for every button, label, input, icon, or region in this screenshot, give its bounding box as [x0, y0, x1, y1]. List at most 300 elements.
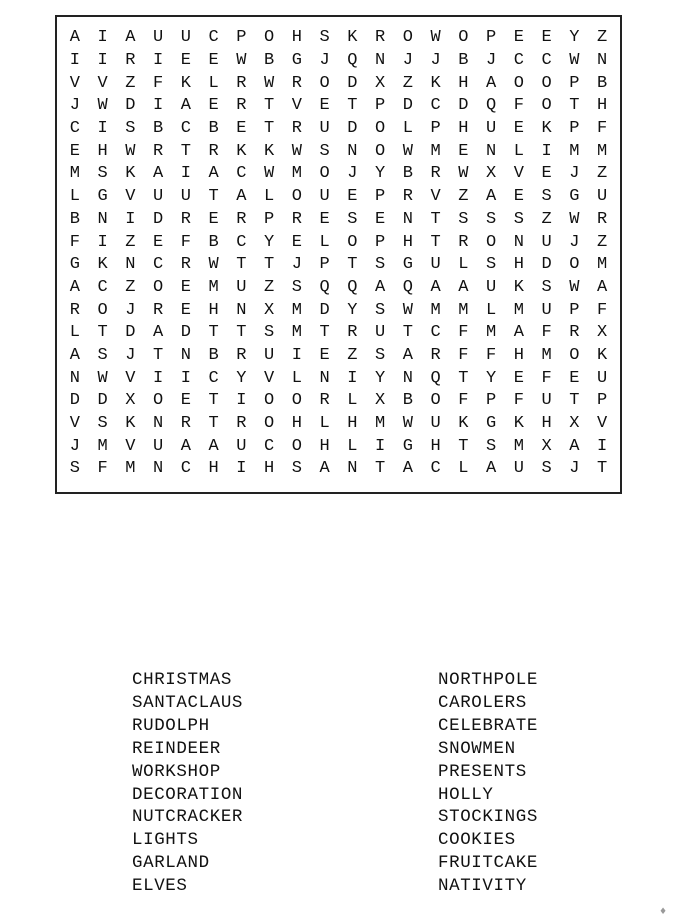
grid-letter[interactable]: Y	[375, 368, 386, 388]
grid-letter[interactable]: L	[291, 368, 302, 388]
grid-letter[interactable]: T	[347, 96, 358, 116]
grid-letter[interactable]: S	[319, 141, 330, 161]
grid-letter[interactable]: P	[486, 391, 497, 411]
grid-letter[interactable]: H	[97, 141, 108, 161]
grid-letter[interactable]: J	[319, 51, 330, 71]
grid-letter[interactable]: V	[513, 164, 524, 184]
grid-letter[interactable]: W	[569, 51, 580, 71]
grid-letter[interactable]: W	[208, 255, 219, 275]
grid-letter[interactable]: E	[541, 28, 552, 48]
grid-letter[interactable]: R	[69, 300, 80, 320]
grid-letter[interactable]: R	[347, 323, 358, 343]
grid-letter[interactable]: M	[125, 459, 136, 479]
grid-letter[interactable]: A	[430, 277, 441, 297]
grid-letter[interactable]: M	[291, 323, 302, 343]
grid-letter[interactable]: B	[402, 164, 413, 184]
grid-letter[interactable]: W	[569, 277, 580, 297]
grid-letter[interactable]: F	[513, 96, 524, 116]
grid-letter[interactable]: R	[180, 255, 191, 275]
grid-letter[interactable]: Z	[597, 164, 608, 184]
grid-letter[interactable]: F	[597, 119, 608, 139]
grid-letter[interactable]: R	[236, 209, 247, 229]
grid-letter[interactable]: C	[264, 436, 275, 456]
grid-letter[interactable]: K	[597, 345, 608, 365]
grid-letter[interactable]: K	[430, 73, 441, 93]
grid-letter[interactable]: K	[180, 73, 191, 93]
grid-letter[interactable]: S	[513, 209, 524, 229]
grid-letter[interactable]: H	[208, 300, 219, 320]
grid-letter[interactable]: G	[69, 255, 80, 275]
grid-letter[interactable]: V	[430, 187, 441, 207]
grid-letter[interactable]: C	[541, 51, 552, 71]
grid-letter[interactable]: P	[569, 300, 580, 320]
grid-letter[interactable]: F	[69, 232, 80, 252]
grid-letter[interactable]: A	[486, 73, 497, 93]
grid-letter[interactable]: D	[319, 300, 330, 320]
grid-letter[interactable]: U	[319, 119, 330, 139]
grid-letter[interactable]: R	[236, 96, 247, 116]
grid-letter[interactable]: O	[458, 28, 469, 48]
grid-letter[interactable]: B	[458, 51, 469, 71]
grid-letter[interactable]: O	[153, 277, 164, 297]
grid-letter[interactable]: J	[569, 232, 580, 252]
grid-letter[interactable]: H	[458, 73, 469, 93]
grid-letter[interactable]: W	[291, 141, 302, 161]
grid-letter[interactable]: M	[291, 164, 302, 184]
grid-letter[interactable]: P	[569, 73, 580, 93]
grid-letter[interactable]: K	[125, 414, 136, 434]
grid-letter[interactable]: Z	[541, 209, 552, 229]
grid-letter[interactable]: U	[264, 345, 275, 365]
grid-letter[interactable]: W	[236, 51, 247, 71]
grid-letter[interactable]: L	[402, 119, 413, 139]
grid-letter[interactable]: U	[319, 187, 330, 207]
grid-letter[interactable]: Z	[597, 232, 608, 252]
grid-letter[interactable]: T	[375, 459, 386, 479]
grid-letter[interactable]: O	[402, 28, 413, 48]
grid-letter[interactable]: T	[430, 232, 441, 252]
grid-letter[interactable]: U	[541, 300, 552, 320]
grid-letter[interactable]: W	[402, 300, 413, 320]
grid-letter[interactable]: X	[486, 164, 497, 184]
grid-letter[interactable]: G	[486, 414, 497, 434]
grid-letter[interactable]: A	[319, 459, 330, 479]
grid-letter[interactable]: W	[97, 368, 108, 388]
grid-letter[interactable]: D	[153, 209, 164, 229]
grid-letter[interactable]: A	[69, 277, 80, 297]
grid-letter[interactable]: E	[513, 119, 524, 139]
grid-letter[interactable]: Y	[264, 232, 275, 252]
grid-letter[interactable]: M	[430, 300, 441, 320]
grid-letter[interactable]: B	[208, 345, 219, 365]
grid-letter[interactable]: W	[264, 164, 275, 184]
grid-letter[interactable]: A	[569, 436, 580, 456]
grid-letter[interactable]: E	[180, 51, 191, 71]
grid-letter[interactable]: O	[486, 232, 497, 252]
grid-letter[interactable]: I	[69, 51, 80, 71]
grid-letter[interactable]: T	[458, 436, 469, 456]
grid-letter[interactable]: R	[236, 73, 247, 93]
grid-letter[interactable]: J	[69, 436, 80, 456]
grid-letter[interactable]: M	[569, 141, 580, 161]
grid-letter[interactable]: K	[513, 414, 524, 434]
grid-letter[interactable]: M	[97, 436, 108, 456]
grid-letter[interactable]: L	[319, 414, 330, 434]
grid-letter[interactable]: E	[569, 368, 580, 388]
grid-letter[interactable]: R	[375, 28, 386, 48]
grid-letter[interactable]: K	[264, 141, 275, 161]
grid-letter[interactable]: U	[153, 28, 164, 48]
grid-letter[interactable]: J	[430, 51, 441, 71]
grid-letter[interactable]: P	[319, 255, 330, 275]
grid-letter[interactable]: C	[430, 323, 441, 343]
grid-letter[interactable]: E	[319, 345, 330, 365]
grid-letter[interactable]: Z	[125, 232, 136, 252]
grid-letter[interactable]: E	[319, 96, 330, 116]
grid-letter[interactable]: V	[125, 368, 136, 388]
grid-letter[interactable]: O	[513, 73, 524, 93]
grid-letter[interactable]: G	[291, 51, 302, 71]
grid-letter[interactable]: P	[486, 28, 497, 48]
grid-letter[interactable]: B	[264, 51, 275, 71]
grid-letter[interactable]: T	[319, 323, 330, 343]
grid-letter[interactable]: N	[486, 141, 497, 161]
grid-letter[interactable]: I	[347, 368, 358, 388]
grid-letter[interactable]: T	[430, 209, 441, 229]
grid-letter[interactable]: O	[569, 345, 580, 365]
grid-letter[interactable]: C	[180, 119, 191, 139]
grid-letter[interactable]: C	[430, 96, 441, 116]
grid-letter[interactable]: X	[597, 323, 608, 343]
grid-letter[interactable]: I	[180, 368, 191, 388]
grid-letter[interactable]: D	[125, 96, 136, 116]
grid-letter[interactable]: D	[69, 391, 80, 411]
grid-letter[interactable]: L	[319, 232, 330, 252]
grid-letter[interactable]: P	[375, 232, 386, 252]
grid-letter[interactable]: F	[513, 391, 524, 411]
grid-letter[interactable]: O	[291, 436, 302, 456]
grid-letter[interactable]: G	[402, 255, 413, 275]
grid-letter[interactable]: N	[180, 345, 191, 365]
grid-letter[interactable]: O	[264, 28, 275, 48]
grid-letter[interactable]: U	[236, 277, 247, 297]
grid-letter[interactable]: G	[402, 436, 413, 456]
grid-letter[interactable]: V	[264, 368, 275, 388]
grid-letter[interactable]: E	[541, 164, 552, 184]
grid-letter[interactable]: A	[402, 345, 413, 365]
grid-letter[interactable]: R	[153, 300, 164, 320]
grid-letter[interactable]: J	[569, 164, 580, 184]
grid-letter[interactable]: R	[180, 414, 191, 434]
grid-letter[interactable]: Z	[347, 345, 358, 365]
grid-letter[interactable]: Z	[597, 28, 608, 48]
grid-letter[interactable]: R	[458, 232, 469, 252]
grid-letter[interactable]: A	[513, 323, 524, 343]
grid-letter[interactable]: V	[97, 73, 108, 93]
grid-letter[interactable]: I	[597, 436, 608, 456]
grid-letter[interactable]: R	[208, 141, 219, 161]
grid-letter[interactable]: Q	[430, 368, 441, 388]
grid-letter[interactable]: L	[69, 187, 80, 207]
grid-letter[interactable]: I	[236, 459, 247, 479]
grid-letter[interactable]: H	[291, 28, 302, 48]
grid-letter[interactable]: E	[208, 51, 219, 71]
grid-letter[interactable]: M	[458, 300, 469, 320]
grid-letter[interactable]: W	[125, 141, 136, 161]
grid-letter[interactable]: T	[264, 255, 275, 275]
grid-letter[interactable]: U	[597, 187, 608, 207]
grid-letter[interactable]: R	[236, 345, 247, 365]
grid-letter[interactable]: W	[402, 141, 413, 161]
grid-letter[interactable]: E	[319, 209, 330, 229]
grid-letter[interactable]: T	[264, 119, 275, 139]
grid-letter[interactable]: I	[236, 391, 247, 411]
grid-letter[interactable]: I	[97, 232, 108, 252]
grid-letter[interactable]: L	[458, 255, 469, 275]
grid-letter[interactable]: S	[541, 459, 552, 479]
grid-letter[interactable]: N	[375, 51, 386, 71]
grid-letter[interactable]: H	[208, 459, 219, 479]
grid-letter[interactable]: J	[125, 345, 136, 365]
grid-letter[interactable]: I	[97, 119, 108, 139]
grid-letter[interactable]: D	[97, 391, 108, 411]
grid-letter[interactable]: M	[69, 164, 80, 184]
grid-letter[interactable]: M	[430, 141, 441, 161]
grid-letter[interactable]: E	[236, 119, 247, 139]
grid-letter[interactable]: I	[153, 368, 164, 388]
grid-letter[interactable]: I	[291, 345, 302, 365]
grid-letter[interactable]: B	[597, 73, 608, 93]
grid-letter[interactable]: D	[347, 73, 358, 93]
grid-letter[interactable]: G	[569, 187, 580, 207]
grid-letter[interactable]: P	[236, 28, 247, 48]
grid-letter[interactable]: A	[597, 277, 608, 297]
grid-letter[interactable]: J	[569, 459, 580, 479]
grid-letter[interactable]: V	[69, 414, 80, 434]
grid-letter[interactable]: P	[264, 209, 275, 229]
grid-letter[interactable]: V	[125, 436, 136, 456]
grid-letter[interactable]: K	[125, 164, 136, 184]
grid-letter[interactable]: A	[69, 28, 80, 48]
grid-letter[interactable]: Y	[236, 368, 247, 388]
grid-letter[interactable]: W	[569, 209, 580, 229]
grid-letter[interactable]: H	[347, 414, 358, 434]
grid-letter[interactable]: O	[569, 255, 580, 275]
grid-letter[interactable]: S	[97, 164, 108, 184]
grid-letter[interactable]: A	[180, 96, 191, 116]
grid-letter[interactable]: Q	[402, 277, 413, 297]
grid-letter[interactable]: A	[236, 187, 247, 207]
grid-letter[interactable]: V	[69, 73, 80, 93]
grid-letter[interactable]: Z	[402, 73, 413, 93]
grid-letter[interactable]: N	[597, 51, 608, 71]
grid-letter[interactable]: C	[180, 459, 191, 479]
grid-letter[interactable]: E	[347, 187, 358, 207]
grid-letter[interactable]: R	[319, 391, 330, 411]
grid-letter[interactable]: O	[153, 391, 164, 411]
grid-letter[interactable]: J	[486, 51, 497, 71]
grid-letter[interactable]: R	[597, 209, 608, 229]
grid-letter[interactable]: Z	[125, 277, 136, 297]
grid-letter[interactable]: T	[180, 141, 191, 161]
grid-letter[interactable]: F	[458, 391, 469, 411]
grid-letter[interactable]: J	[125, 300, 136, 320]
grid-letter[interactable]: C	[69, 119, 80, 139]
grid-letter[interactable]: O	[347, 232, 358, 252]
grid-letter[interactable]: L	[208, 73, 219, 93]
grid-letter[interactable]: K	[513, 277, 524, 297]
grid-letter[interactable]: H	[402, 232, 413, 252]
grid-letter[interactable]: L	[347, 436, 358, 456]
grid-letter[interactable]: X	[375, 391, 386, 411]
grid-letter[interactable]: T	[569, 96, 580, 116]
grid-letter[interactable]: B	[69, 209, 80, 229]
grid-letter[interactable]: E	[180, 300, 191, 320]
grid-letter[interactable]: L	[347, 391, 358, 411]
grid-letter[interactable]: T	[153, 345, 164, 365]
grid-letter[interactable]: T	[236, 323, 247, 343]
grid-letter[interactable]: C	[236, 164, 247, 184]
grid-letter[interactable]: M	[541, 345, 552, 365]
grid-letter[interactable]: F	[486, 345, 497, 365]
grid-letter[interactable]: B	[153, 119, 164, 139]
grid-letter[interactable]: E	[208, 209, 219, 229]
grid-letter[interactable]: P	[375, 96, 386, 116]
grid-letter[interactable]: S	[291, 459, 302, 479]
grid-letter[interactable]: Z	[458, 187, 469, 207]
grid-letter[interactable]: H	[264, 459, 275, 479]
grid-letter[interactable]: A	[486, 187, 497, 207]
grid-letter[interactable]: A	[180, 436, 191, 456]
grid-letter[interactable]: I	[97, 51, 108, 71]
grid-letter[interactable]: U	[597, 368, 608, 388]
grid-letter[interactable]: M	[208, 277, 219, 297]
grid-letter[interactable]: E	[513, 187, 524, 207]
grid-letter[interactable]: N	[347, 141, 358, 161]
grid-letter[interactable]: E	[513, 28, 524, 48]
grid-letter[interactable]: T	[597, 459, 608, 479]
grid-letter[interactable]: S	[69, 459, 80, 479]
grid-letter[interactable]: U	[513, 459, 524, 479]
grid-letter[interactable]: Y	[569, 28, 580, 48]
grid-letter[interactable]: S	[319, 28, 330, 48]
grid-letter[interactable]: N	[125, 255, 136, 275]
grid-letter[interactable]: O	[264, 414, 275, 434]
grid-letter[interactable]: B	[208, 119, 219, 139]
grid-letter[interactable]: U	[430, 255, 441, 275]
grid-letter[interactable]: Y	[347, 300, 358, 320]
grid-letter[interactable]: S	[125, 119, 136, 139]
grid-letter[interactable]: N	[402, 209, 413, 229]
grid-letter[interactable]: N	[402, 368, 413, 388]
grid-letter[interactable]: O	[319, 73, 330, 93]
grid-letter[interactable]: D	[347, 119, 358, 139]
grid-letter[interactable]: T	[208, 187, 219, 207]
grid-letter[interactable]: D	[541, 255, 552, 275]
grid-letter[interactable]: U	[486, 277, 497, 297]
grid-letter[interactable]: H	[291, 414, 302, 434]
grid-letter[interactable]: T	[264, 96, 275, 116]
grid-letter[interactable]: L	[513, 141, 524, 161]
grid-letter[interactable]: U	[486, 119, 497, 139]
grid-letter[interactable]: F	[97, 459, 108, 479]
grid-letter[interactable]: W	[458, 164, 469, 184]
grid-letter[interactable]: N	[513, 232, 524, 252]
grid-letter[interactable]: I	[153, 96, 164, 116]
grid-letter[interactable]: E	[180, 277, 191, 297]
grid-letter[interactable]: X	[375, 73, 386, 93]
grid-letter[interactable]: S	[97, 414, 108, 434]
grid-letter[interactable]: N	[153, 459, 164, 479]
grid-letter[interactable]: M	[375, 414, 386, 434]
grid-letter[interactable]: E	[69, 141, 80, 161]
grid-letter[interactable]: R	[125, 51, 136, 71]
grid-letter[interactable]: F	[541, 323, 552, 343]
grid-letter[interactable]: O	[541, 96, 552, 116]
grid-letter[interactable]: X	[264, 300, 275, 320]
grid-letter[interactable]: M	[513, 436, 524, 456]
grid-letter[interactable]: I	[375, 436, 386, 456]
grid-letter[interactable]: H	[513, 255, 524, 275]
grid-letter[interactable]: W	[402, 414, 413, 434]
grid-letter[interactable]: J	[291, 255, 302, 275]
grid-letter[interactable]: Q	[347, 277, 358, 297]
grid-letter[interactable]: N	[69, 368, 80, 388]
grid-letter[interactable]: W	[430, 28, 441, 48]
grid-letter[interactable]: F	[153, 73, 164, 93]
grid-letter[interactable]: S	[541, 187, 552, 207]
grid-letter[interactable]: K	[458, 414, 469, 434]
grid-letter[interactable]: S	[291, 277, 302, 297]
grid-letter[interactable]: E	[153, 232, 164, 252]
grid-letter[interactable]: U	[180, 187, 191, 207]
grid-letter[interactable]: X	[125, 391, 136, 411]
grid-letter[interactable]: Q	[486, 96, 497, 116]
grid-letter[interactable]: T	[402, 323, 413, 343]
grid-letter[interactable]: R	[180, 209, 191, 229]
grid-letter[interactable]: F	[597, 300, 608, 320]
grid-letter[interactable]: P	[375, 187, 386, 207]
grid-letter[interactable]: F	[180, 232, 191, 252]
grid-letter[interactable]: P	[430, 119, 441, 139]
grid-letter[interactable]: Q	[347, 51, 358, 71]
grid-letter[interactable]: K	[347, 28, 358, 48]
grid-letter[interactable]: C	[430, 459, 441, 479]
grid-letter[interactable]: W	[264, 73, 275, 93]
grid-letter[interactable]: N	[97, 209, 108, 229]
grid-letter[interactable]: O	[97, 300, 108, 320]
grid-letter[interactable]: O	[375, 119, 386, 139]
grid-letter[interactable]: U	[375, 323, 386, 343]
grid-letter[interactable]: H	[513, 345, 524, 365]
grid-letter[interactable]: R	[569, 323, 580, 343]
grid-letter[interactable]: R	[291, 209, 302, 229]
grid-letter[interactable]: M	[513, 300, 524, 320]
grid-letter[interactable]: Z	[264, 277, 275, 297]
grid-letter[interactable]: Y	[375, 164, 386, 184]
grid-letter[interactable]: A	[458, 277, 469, 297]
grid-letter[interactable]: R	[291, 119, 302, 139]
grid-letter[interactable]: I	[97, 28, 108, 48]
grid-letter[interactable]: L	[69, 323, 80, 343]
grid-letter[interactable]: E	[375, 209, 386, 229]
grid-letter[interactable]: E	[291, 232, 302, 252]
grid-letter[interactable]: N	[153, 414, 164, 434]
grid-letter[interactable]: V	[291, 96, 302, 116]
grid-letter[interactable]: G	[97, 187, 108, 207]
grid-letter[interactable]: D	[458, 96, 469, 116]
grid-letter[interactable]: O	[291, 187, 302, 207]
